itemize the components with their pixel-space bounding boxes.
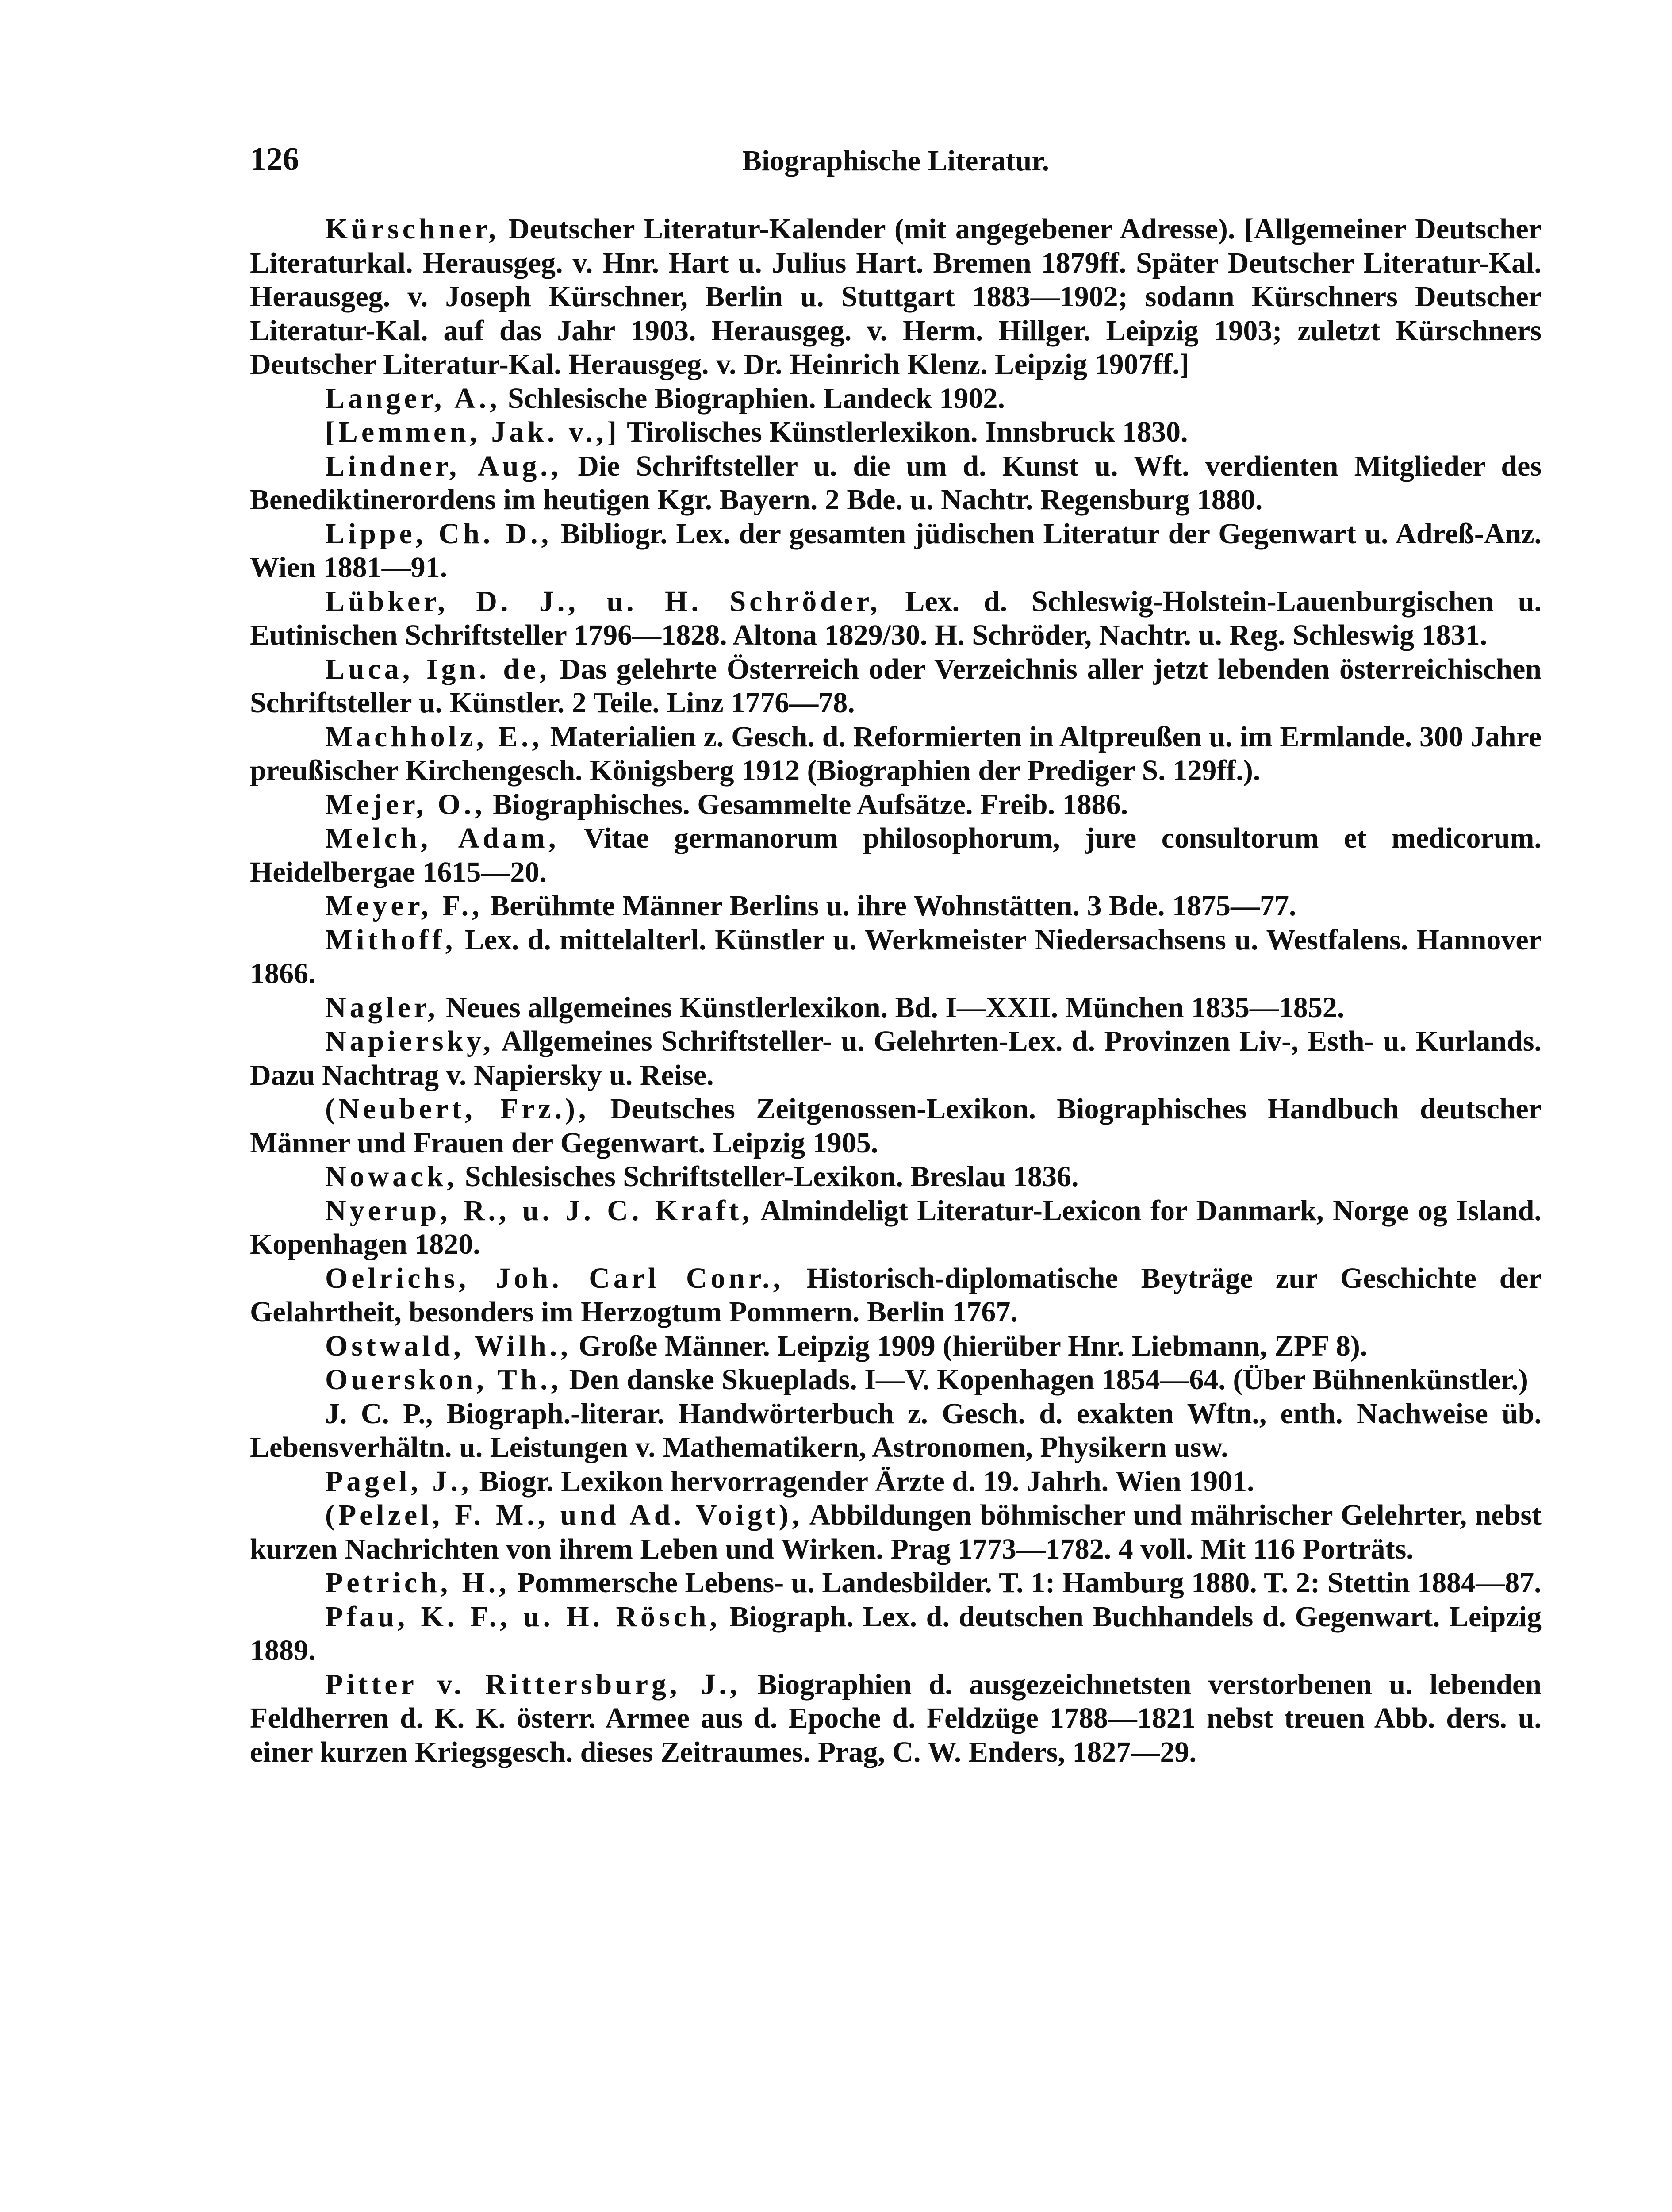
entry-text: Bibliogr. Lex. der gesamten jüdischen Literatur der Gegenwart u. Adreß-Anz. Wien 1881—91. xyxy=(250,517,1542,584)
entry-text: Biographien d. ausgezeichnetsten verstorbenen u. lebenden Feldherren d. K. K. österr. Armee aus d. Epoche d. Feldzüge 1788—1821 nebst treuen Abb. ders. u. einer kurzen Kriegsgesch. dieses Zeitraumes. Prag, C. W. Enders, 1827—29. xyxy=(250,1668,1542,1768)
entry-text: Schlesisches Schriftsteller-Lexikon. Breslau 1836. xyxy=(457,1160,1079,1193)
bibliography-entry xyxy=(250,1668,1542,1770)
entry-author: Lübker, D. J., u. H. Schröder, xyxy=(325,585,881,618)
entry-text: Deutscher Literatur-Kalender (mit angegebener Adresse). [Allgemeiner Deutscher Literaturkal. Herausgeg. v. Hnr. Hart u. Julius Hart. Bremen 1879ff. Später Deutscher Literatur-Kal. Herausgeg. v. Joseph Kürschner, Berlin u. Stuttgart 1883—1902; sodann Kürschners Deutscher Literatur-Kal. auf das Jahr 1903. Herausgeg. v. Herm. Hillger. Leipzig 1903; zuletzt Kürschners Deutscher Literatur-Kal. Herausgeg. v. Dr. Heinrich Klenz. Leipzig 1907ff.] xyxy=(250,213,1542,380)
bibliography-list xyxy=(250,212,1542,1769)
bibliography-entry xyxy=(250,991,1542,1025)
entry-text: Historisch-diplomatische Beyträge zur Geschichte der Gelahrtheit, besonders im Herzogtum Pommern. Berlin 1767. xyxy=(250,1262,1542,1328)
entry-text: Biograph. Lex. d. deutschen Buchhandels d. Gegenwart. Leipzig 1889. xyxy=(250,1600,1542,1667)
bibliography-entry xyxy=(250,585,1542,653)
bibliography-entry xyxy=(250,1329,1542,1363)
entry-author: Mithoff, xyxy=(325,923,456,956)
entry-author: J. C. P., xyxy=(325,1397,433,1430)
entry-author: Petrich, H., xyxy=(325,1567,510,1599)
entry-text: Allgemeines Schriftsteller- u. Gelehrten-Lex. d. Provinzen Liv-, Esth- u. Kurlands. Dazu Nachtrag v. Napiersky u. Reise. xyxy=(250,1025,1542,1091)
entry-author: Pfau, K. F., u. H. Rösch, xyxy=(325,1600,721,1633)
entry-author: (Pelzel, F. M., und Ad. Voigt), xyxy=(325,1499,803,1531)
page-number: 126 xyxy=(250,141,299,177)
entry-text: Vitae germanorum philosophorum, jure consultorum et medicorum. Heidelbergae 1615—20. xyxy=(250,822,1542,888)
bibliography-entry xyxy=(250,1600,1542,1668)
bibliography-entry xyxy=(250,720,1542,788)
entry-text: Den danske Skueplads. I—V. Kopenhagen 1854—64. (Über Bühnenkünstler.) xyxy=(562,1363,1528,1396)
bibliography-entry xyxy=(250,1160,1542,1194)
bibliography-entry xyxy=(250,653,1542,720)
entry-author: Meyer, F., xyxy=(325,890,483,922)
bibliography-entry xyxy=(250,415,1542,449)
bibliography-entry xyxy=(250,1566,1542,1600)
entry-text: Biogr. Lexikon hervorragender Ärzte d. 19. Jahrh. Wien 1901. xyxy=(472,1465,1254,1498)
bibliography-entry xyxy=(250,382,1542,416)
entry-author: Melch, Adam, xyxy=(325,822,560,854)
entry-author: Napiersky, xyxy=(325,1025,494,1057)
entry-text: Almindeligt Literatur-Lexicon for Danmark, Norge og Island. Kopenhagen 1820. xyxy=(250,1194,1542,1260)
bibliography-entry xyxy=(250,1092,1542,1160)
bibliography-entry xyxy=(250,1465,1542,1499)
entry-author: Oelrichs, Joh. Carl Conr., xyxy=(325,1262,784,1294)
entry-author: Kürschner, xyxy=(325,213,499,245)
entry-author: Nagler, xyxy=(325,991,439,1024)
entry-text: Materialien z. Gesch. d. Reformierten in Altpreußen u. im Ermlande. 300 Jahre preußischer Kirchengesch. Königsberg 1912 (Biographien der Prediger S. 129ff.). xyxy=(250,720,1542,787)
entry-author: Ostwald, Wilh., xyxy=(325,1329,571,1362)
entry-author: Nowack, xyxy=(325,1160,458,1193)
entry-author: Lindner, Aug., xyxy=(325,449,562,482)
bibliography-entry xyxy=(250,1498,1542,1566)
entry-text: Abbildungen böhmischer und mährischer Gelehrter, nebst kurzen Nachrichten von ihrem Leben und Wirken. Prag 1773—1782. 4 voll. Mit 116 Porträts. xyxy=(250,1499,1542,1565)
entry-author: Langer, A., xyxy=(325,382,501,415)
entry-author: Pitter v. Rittersburg, J., xyxy=(325,1668,741,1701)
running-title: Biographische Literatur. xyxy=(742,145,1050,177)
bibliography-entry xyxy=(250,1194,1542,1262)
entry-text: Biograph.-literar. Handwörterbuch z. Gesch. d. exakten Wftn., enth. Nachweise üb. Lebensverhältn. u. Leistungen v. Mathematikern, Astronomen, Physikern usw. xyxy=(250,1397,1542,1463)
entry-text: Das gelehrte Österreich oder Verzeichnis aller jetzt lebenden österreichischen Schriftsteller u. Künstler. 2 Teile. Linz 1776—78. xyxy=(250,653,1542,719)
entry-author: Machholz, E., xyxy=(325,720,543,753)
entry-author: (Neubert, Frz.), xyxy=(325,1093,590,1125)
bibliography-entry xyxy=(250,1363,1542,1397)
bibliography-entry xyxy=(250,822,1542,889)
entry-author: [Lemmen, Jak. v.,] xyxy=(325,416,620,448)
entry-text: Die Schriftsteller u. die um d. Kunst u. Wft. verdienten Mitglieder des Benediktinerordens im heutigen Kgr. Bayern. 2 Bde. u. Nachtr. Regensburg 1880. xyxy=(250,449,1542,516)
entry-author: Mejer, O., xyxy=(325,788,486,821)
bibliography-entry xyxy=(250,517,1542,585)
entry-author: Lippe, Ch. D., xyxy=(325,517,552,550)
bibliography-entry xyxy=(250,1262,1542,1329)
bibliography-entry xyxy=(250,889,1542,923)
bibliography-entry xyxy=(250,212,1542,382)
entry-text: Tirolisches Künstlerlexikon. Innsbruck 1830. xyxy=(620,416,1188,448)
entry-author: Nyerup, R., u. J. C. Kraft, xyxy=(325,1194,753,1227)
bibliography-entry xyxy=(250,1025,1542,1092)
entry-text: Große Männer. Leipzig 1909 (hierüber Hnr. Liebmann, ZPF 8). xyxy=(571,1329,1368,1362)
entry-author: Pagel, J., xyxy=(325,1465,472,1498)
entry-text: Neues allgemeines Künstlerlexikon. Bd. I—XXII. München 1835—1852. xyxy=(438,991,1345,1024)
bibliography-entry xyxy=(250,923,1542,991)
entry-text: Berühmte Männer Berlins u. ihre Wohnstätten. 3 Bde. 1875—77. xyxy=(483,890,1296,922)
entry-text: Biographisches. Gesammelte Aufsätze. Freib. 1886. xyxy=(485,788,1128,821)
entry-text: Lex. d. mittelalterl. Künstler u. Werkmeister Niedersachsens u. Westfalens. Hannover 1866. xyxy=(250,923,1542,990)
entry-text: Pommersche Lebens- u. Landesbilder. T. 1: Hamburg 1880. T. 2: Stettin 1884—87. xyxy=(510,1567,1542,1599)
bibliography-entry xyxy=(250,788,1542,822)
entry-author: Ouerskon, Th., xyxy=(325,1363,562,1396)
bibliography-entry xyxy=(250,1397,1542,1465)
entry-text: Deutsches Zeitgenossen-Lexikon. Biographisches Handbuch deutscher Männer und Frauen der Gegenwart. Leipzig 1905. xyxy=(250,1093,1542,1159)
bibliography-entry xyxy=(250,449,1542,517)
entry-text: Schlesische Biographien. Landeck 1902. xyxy=(500,382,1005,415)
page-header xyxy=(250,141,1542,180)
entry-text: Lex. d. Schleswig-Holstein-Lauenburgischen u. Eutinischen Schriftsteller 1796—1828. Altona 1829/30. H. Schröder, Nachtr. u. Reg. Schleswig 1831. xyxy=(250,585,1542,651)
entry-author: Luca, Ign. de, xyxy=(325,653,550,685)
